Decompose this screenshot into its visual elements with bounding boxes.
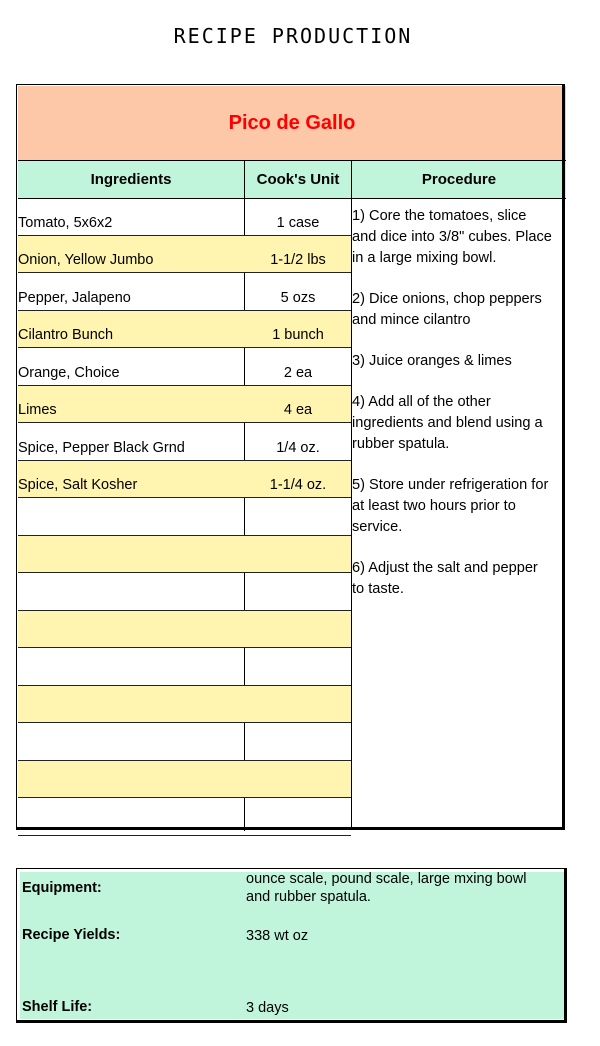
cooks-unit-cell: 1-1/4 oz. (269, 477, 327, 493)
cooks-unit-cell: 1-1/2 lbs (270, 252, 326, 268)
ingredient-cell: Spice, Salt Kosher (18, 477, 138, 493)
header-procedure: Procedure (421, 171, 497, 188)
procedure-step: 3) Juice oranges & limes (352, 353, 512, 369)
equipment-label: Equipment: (22, 880, 102, 896)
ingredient-cell (18, 686, 244, 723)
ingredient-cell (18, 573, 244, 610)
cooks-unit-cell (245, 536, 351, 573)
table-row (18, 798, 351, 836)
table-row (18, 536, 351, 574)
table-row (18, 761, 351, 799)
cooks-unit-cell: 1/4 oz. (276, 439, 320, 456)
recipe-title-bar (18, 86, 566, 161)
table-row (18, 423, 351, 461)
info-card (16, 868, 568, 1024)
table-row (18, 573, 351, 611)
procedure-step: 6) Adjust the salt and pepper to taste. (352, 560, 538, 597)
ingredient-cell (18, 723, 244, 760)
recipe-title: Pico de Gallo (228, 111, 356, 134)
ingredient-cell (18, 798, 244, 835)
table-row (18, 498, 351, 536)
procedure-step: 5) Store under refrigeration for at least two hours prior to service. (352, 477, 549, 535)
header-ingredients: Ingredients (90, 171, 172, 188)
procedure-step: 4) Add all of the other ingredients and blend using a rubber spatula. (352, 394, 543, 452)
table-row (18, 648, 351, 686)
cooks-unit-cell (245, 611, 351, 648)
cooks-unit-cell: 1 case (276, 214, 320, 231)
cooks-unit-cell (245, 686, 351, 723)
cooks-unit-cell (245, 723, 351, 760)
cooks-unit-cell: 5 ozs (280, 289, 316, 306)
table-header-row (18, 161, 566, 199)
ingredient-cell (18, 761, 244, 798)
table-row (18, 198, 351, 236)
table-row (18, 386, 351, 424)
table-row (18, 686, 351, 724)
shelf-life-label: Shelf Life: (22, 999, 93, 1015)
cooks-unit-cell (245, 798, 351, 835)
procedure-step: 2) Dice onions, chop peppers and mince cilantro (352, 291, 542, 328)
cooks-unit-cell: 2 ea (283, 364, 313, 381)
ingredient-cell: Orange, Choice (18, 364, 120, 381)
ingredient-cell: Pepper, Jalapeno (18, 289, 131, 306)
procedure-step: 1) Core the tomatoes, slice and dice into 3/8" cubes. Place in a large mixing bowl. (352, 208, 552, 266)
ingredient-cell (18, 498, 244, 535)
ingredient-cell: Spice, Pepper Black Grnd (18, 439, 185, 456)
cooks-unit-cell (245, 761, 351, 798)
recipe-yields-value: 338 wt oz (246, 928, 309, 944)
cooks-unit-cell (245, 573, 351, 610)
ingredient-cell (18, 536, 244, 573)
ingredient-cell: Onion, Yellow Jumbo (18, 252, 154, 268)
table-row (18, 311, 351, 349)
equipment-value: ounce scale, pound scale, large mxing bowl and rubber spatula. (246, 871, 527, 905)
table-row (18, 723, 351, 761)
page-title: RECIPE PRODUCTION (173, 24, 413, 48)
procedure-text (352, 206, 552, 620)
ingredient-cell: Cilantro Bunch (18, 327, 114, 343)
table-row (18, 461, 351, 499)
table-row (18, 348, 351, 386)
table-row (18, 236, 351, 274)
recipe-yields-label: Recipe Yields: (22, 927, 121, 943)
ingredient-cell (18, 648, 244, 685)
cooks-unit-cell: 1 bunch (272, 327, 324, 343)
header-cooks-unit: Cook's Unit (256, 171, 340, 188)
ingredients-table (18, 198, 351, 836)
shelf-life-value: 3 days (246, 1000, 289, 1016)
table-row (18, 273, 351, 311)
table-row (18, 611, 351, 649)
ingredient-cell: Limes (18, 402, 57, 418)
cooks-unit-cell: 4 ea (283, 402, 313, 418)
cooks-unit-cell (245, 498, 351, 535)
ingredient-cell (18, 611, 244, 648)
ingredient-cell: Tomato, 5x6x2 (18, 214, 113, 231)
cooks-unit-cell (245, 648, 351, 685)
